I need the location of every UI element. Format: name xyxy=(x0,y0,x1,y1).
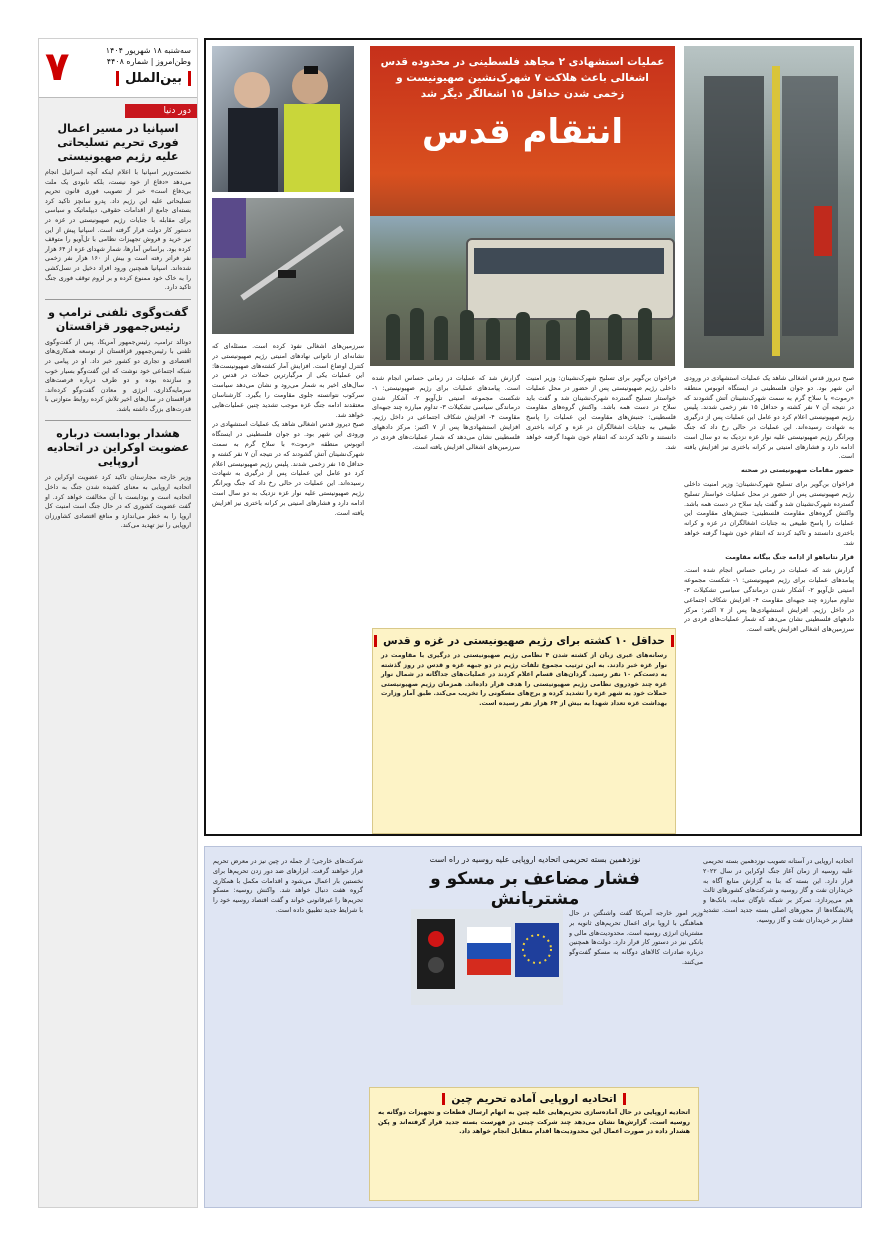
lead-column-text-3: گزارش شد که عملیات در زمانی حساس انجام شده است. پیامدهای عملیات برای رژیم صهیونیستی: ۱- شکست مجموعه امنیتی تل‌آویو ۲- آشکار شدن درماندگی سیاسی تشکیلات ۳- تداوم مبارزه چند جبهه‌ای مقاومت ۴- افزایش شکاف اجتماعی در داخل رژیم. افزایش استشهادی‌ها پس از ۷ اکتبر: مرکز دادههای فلسطینی نشان می‌دهد که شمار عملیات‌های فردی در سرزمین‌های اشغالی افزایش یافته است. xyxy=(684,566,854,634)
column-subhead: حضور مقامات صهیونیستی در صحنه xyxy=(740,466,854,475)
photo-attack-scene-art xyxy=(212,198,354,334)
highlight-box xyxy=(372,628,676,834)
story-body: نخست‌وزیر اسپانیا با اعلام اینکه آنچه اسرائیل انجام می‌دهد «دفاع از خود نیست، بلکه نابودی یک ملت بی‌دفاع است» خبر از تصویب فوری قانون تحریم تسلیحاتی علیه این رژیم داد. پدرو سانچز تاکید کرد بسته‌ای جامع از اقدامات حقوقی، دیپلماتیک و سیاسی برای مقابله با جنایات رژیم صهیونیستی در غزه در دستور کار دولت قرار گرفته است. اسپانیا پیش از این نیز خرید و فروش تجهیزات نظامی با تل‌آویو را متوقف کرده بود. براساس آمارها، شمار شهدای غزه از ۶۴ هزار نفر فراتر رفته است و بیش از ۱۶۰ هزار نفر زخمی شده‌اند. اسپانیا همچنین ورود افراد دخیل در نسل‌کشی را به خاک خود ممنوع کرده و بر لزوم توقف فوری جنگ تاکید دارد. xyxy=(45,169,192,292)
bottom-column-text: اتحادیه اروپایی در آستانه تصویب نوزدهمین بسته تحریمی علیه روسیه از زمان آغاز جنگ اوکراین در سال ۲۰۲۲ قرار دارد. این بسته که بنا به گزارش منابع آگاه به خریداران نفت و گاز روسیه و شرکت‌های کشورهای ثالث هم می‌پردازد. تمرکز بر شبکه ناوگان سایه، بانک‌ها و پالایشگاه‌ها از محورهای اصلی بسته جدید است. تشدید فشار بر خریداران نفت و گاز روسیه. xyxy=(703,857,853,924)
bottom-column-right xyxy=(703,857,853,1203)
sanctions-box xyxy=(369,1087,699,1201)
lead-column-text: صبح دیروز قدس اشغالی شاهد یک عملیات استشهادی در ورودی این شهر بود. دو جوان فلسطینی در ایستگاه اتوبوس منطقه «رموت» با سلاح گرم به سمت شهرک‌نشینان آتش گشودند که در نتیجه آن ۷ نفر کشته و حداقل ۱۵ نفر زخمی شدند. پلیس رژیم صهیونیستی اعلام کرد دو عامل این عملیات پس از درگیری به شهادت رسیده‌اند. این عملیات در حالی رخ داد که جنگ ویرانگر رژیم صهیونیستی علیه نوار غزه نزدیک به دو سال است ادامه دارد و فشارهای امنیتی بر کرانه باختری نیز افزایش یافته است. xyxy=(684,374,854,461)
people-graphic xyxy=(376,300,666,360)
photo-bus-scene xyxy=(370,216,675,366)
story-title: گفت‌وگوی تلفنی ترامپ و رئیس‌جمهور قزاقستان xyxy=(48,305,188,333)
section-label: بین‌الملل xyxy=(116,71,191,86)
sanctions-box-title xyxy=(370,1093,698,1105)
photo-attack-scene xyxy=(212,198,354,334)
bottom-kicker: نوزدهمین بسته تحریمی اتحادیه اروپایی علیه روسیه در راه است xyxy=(429,855,641,864)
page-number: ۷ xyxy=(45,44,70,90)
sidebar-column xyxy=(38,38,198,1208)
lead-column-text: فراخوان بن‌گویر برای تسلیح شهرک‌نشینان: وزیر امنیت داخلی رژیم صهیونیستی پس از حضور در محل عملیات خواستار تسلیح گسترده شهرک‌نشینان شد و گفت باید سلاح در دست همه باشد. واکنش گروه‌های مقاومت فلسطینی: جنبش‌های مقاومت این عملیات را پاسخ طبیعی به جنایات اشغالگران در غزه و کرانه باختری دانستند و تاکید کردند که انتقام خون شهدا گرفته خواهد شد. xyxy=(526,374,676,451)
date-line: سه‌شنبه ۱۸ شهریور ۱۴۰۴ xyxy=(105,46,191,55)
lead-column-center-right xyxy=(526,374,676,622)
main-headline: انتقام قدس xyxy=(421,112,624,152)
headline-banner xyxy=(370,46,675,366)
photo-officials-art xyxy=(212,46,354,192)
lead-column-text: سرزمین‌های اشغالی نفوذ کرده است. مسئله‌ای که نشانه‌ای از ناتوانی نهادهای امنیتی رژیم صهیونیستی در کنترل اوضاع است. افزایش آمار کشته‌های صهیونیست‌ها: این عملیات یکی از مرگبارترین حملات در قدس در سال‌های اخیر به شمار می‌رود و نشان می‌دهد سیاست سرکوب نتوانسته جلوی مقاومت را بگیرد. کارشناسان معتقدند ادامه جنگ غزه موجب تشدید چنین عملیات‌هایی خواهد شد. xyxy=(212,342,364,419)
highlight-box-title-text: حداقل ۱۰ کشته برای رژیم صهیونیستی در غزه و قدس xyxy=(374,635,674,647)
bottom-column-text: شرکت‌های خارجی؛ از جمله در چین نیز در معرض تحریم قرار خواهند گرفت. ابزارهای ضد دور زدن تحریم‌ها برای نخستین بار اعمال می‌شود و اقدامات مکمل با همکاری گروه هفت دنبال خواهد شد. واکنش روسیه: مسکو تحریم‌ها را غیرقانونی خواند و گفت اقتصاد روسیه خود را با شرایط جدید تطبیق داده است. xyxy=(213,857,363,914)
lead-column-left xyxy=(212,342,364,834)
lead-column-text-2: صبح دیروز قدس اشغالی شاهد یک عملیات استشهادی در ورودی این شهر بود. دو جوان فلسطینی در ایستگاه اتوبوس منطقه «رموت» با سلاح گرم به سمت شهرک‌نشینان آتش گشودند که در نتیجه آن ۷ نفر کشته و حداقل ۱۵ نفر زخمی شدند. پلیس رژیم صهیونیستی اعلام کرد دو عامل این عملیات پس از درگیری به شهادت رسیده‌اند. این عملیات در حالی رخ داد که جنگ ویرانگر رژیم صهیونیستی علیه نوار غزه نزدیک به دو سال است ادامه دارد و فشارهای امنیتی بر کرانه باختری نیز افزایش یافته است. xyxy=(212,420,364,517)
divider xyxy=(45,299,191,300)
masthead xyxy=(39,39,197,98)
story-body: دونالد ترامپ، رئیس‌جمهور آمریکا، پس از گفت‌وگوی تلفنی با رئیس‌جمهور قزاقستان از توسعه همکاری‌های اقتصادی و تجاری دو کشور خبر داد. او در پیامی در شبکه اجتماعی خود نوشت که این گفت‌وگو بسیار خوب و سازنده بوده و دو طرف درباره فرصت‌های سرمایه‌گذاری، انرژی و معادن گفت‌وگو کرده‌اند. قزاقستان در سال‌های اخیر تلاش کرده روابط متوازنی با قدرت‌های بزرگ داشته باشد. xyxy=(45,338,191,413)
bottom-headline: فشار مضاعف بر مسکو و مشتریانش xyxy=(430,869,640,909)
lead-column-center-left xyxy=(372,374,520,622)
bottom-column-text: وزیر امور خارجه آمریکا گفت واشنگتن در حال هماهنگی با اروپا برای اعمال تحریم‌های ثانویه بر مشتریان انرژی روسیه است. محدودیت‌های مالی و بانکی نیز در دستور کار قرار دارد. دولت‌ها همچنین درباره صادرات کالاهای دوگانه به مسکو گفت‌وگو می‌کنند. xyxy=(569,909,703,966)
highlight-box-title xyxy=(373,635,675,647)
lead-column-right xyxy=(684,374,854,834)
date-block xyxy=(106,45,191,67)
bottom-column-mid xyxy=(569,909,703,1081)
flags-art xyxy=(411,909,563,1005)
column-subhead: قرار نتانیاهو از ادامه جنگ بیگانه مقاومت xyxy=(725,552,854,561)
issue-line: وطن‌امروز | شماره ۴۴۰۸ xyxy=(106,57,191,66)
story-body: وزیر خارجه مجارستان تاکید کرد عضویت اوکراین در اتحادیه اروپایی به معنای کشیده شدن جنگ به داخل اتحادیه است و بودابست با آن مخالفت خواهد کرد. او گفت عضویت کشوری که در حال جنگ است امنیت کل اروپا را به خطر می‌اندازد و منافع اقتصادی کشاورزان اروپایی را نیز تهدید می‌کند. xyxy=(45,474,191,530)
section-tag: دور دنیا xyxy=(125,104,197,118)
lead-story-frame xyxy=(204,38,862,836)
story-title: هشدار بودابست درباره عضویت اوکراین در اتحادیه اروپایی xyxy=(46,427,190,469)
headline-subtitle: عملیات استشهادی ۲ مجاهد فلسطینی در محدوده قدس اشغالی باعث هلاکت ۷ شهرک‌نشین صهیونیست و زخمی شدن حداقل ۱۵ اشغالگر دیگر شد xyxy=(380,56,665,100)
lead-column-text: گزارش شد که عملیات در زمانی حساس انجام شده است. پیامدهای عملیات برای رژیم صهیونیستی: ۱- شکست مجموعه امنیتی تل‌آویو ۲- آشکار شدن درماندگی سیاسی تشکیلات ۳- تداوم مبارزه چند جبهه‌ای مقاومت ۴- افزایش شکاف اجتماعی در داخل رژیم. افزایش استشهادی‌ها پس از ۷ اکتبر: مرکز دادههای فلسطینی نشان می‌دهد که شمار عملیات‌های فردی در سرزمین‌های اشغالی افزایش یافته است. xyxy=(372,374,520,451)
divider xyxy=(45,420,191,421)
photo-officials xyxy=(212,46,354,192)
sanctions-box-body: اتحادیه اروپایی در حال آماده‌سازی تحریم‌هایی علیه چین به اتهام ارسال قطعات و تجهیزات دوگانه به روسیه است. گزارش‌ها نشان می‌دهد چند شرکت چینی در فهرست بسته جدید قرار گرفته‌اند و پکن هشدار داده در صورت اعمال این محدودیت‌ها اقدام متقابل انجام خواهد داد. xyxy=(378,1109,690,1136)
highlight-box-body: رسانه‌های عبری زبان از کشته شدن ۴ نظامی رژیم صهیونیستی در درگیری با مقاومت در نوار غزه خبر دادند. به این ترتیب مجموع تلفات رژیم در دو جبهه غزه و قدس در روز گذشته به دست‌کم ۱۰ نفر رسید. گردان‌های قسام اعلام کردند در عملیات‌های جداگانه در شمال نوار غزه چند خودروی نظامی رژیم صهیونیستی را هدف قرار داده‌اند. همزمان رژیم صهیونیستی حملات خود به شهر غزه را تشدید کرده و برج‌های مسکونی را تخریب می‌کند. طبق آمار وزارت بهداشت غزه تعداد شهدا به بیش از ۶۴ هزار نفر رسیده است. xyxy=(381,652,667,707)
photo-bus-interior xyxy=(684,46,854,368)
bottom-story-frame xyxy=(204,846,862,1208)
photo-flags xyxy=(411,909,563,1005)
photo-bus-interior-art xyxy=(684,46,854,368)
bottom-column-left xyxy=(213,857,363,1203)
lead-column-text-2: فراخوان بن‌گویر برای تسلیح شهرک‌نشینان: وزیر امنیت داخلی رژیم صهیونیستی پس از حضور در محل عملیات خواستار تسلیح گسترده شهرک‌نشینان شد و گفت باید سلاح در دست همه باشد. واکنش گروه‌های مقاومت فلسطینی: جنبش‌های مقاومت این عملیات را پاسخ طبیعی به جنایات اشغالگران در غزه و کرانه باختری دانستند و تاکید کردند که انتقام خون شهدا گرفته خواهد شد. xyxy=(684,479,854,547)
sanctions-box-title-text: اتحادیه اروپایی آماده تحریم چین xyxy=(442,1093,625,1105)
story-title: اسپانیا در مسیر اعمال فوری تحریم تسلیحاتی علیه رژیم صهیونیستی xyxy=(57,122,179,163)
